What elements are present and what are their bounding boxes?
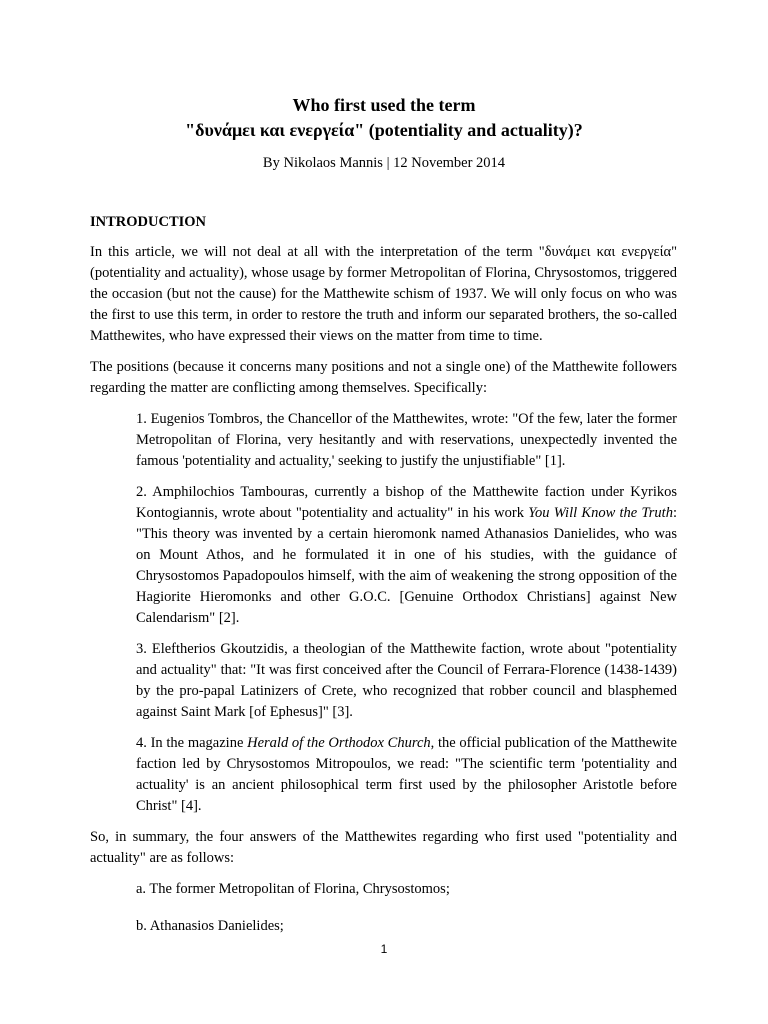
article-body bbox=[90, 212, 677, 953]
byline: By Nikolaos Mannis | 12 November 2014 bbox=[262, 155, 506, 171]
title-line-2: "δυνάμει και ενεργεία" (potentiality and actuality)? bbox=[185, 120, 583, 140]
paragraph-summary: So, in summary, the four answers of the Matthewites regarding who first used "potentiality and actuality" are as follows: bbox=[90, 829, 677, 866]
item-text: 4. In the magazine bbox=[136, 735, 248, 751]
answer-item: a. The former Metropolitan of Florina, Chrysostomos; bbox=[136, 881, 450, 897]
title-line-1: Who first used the term bbox=[292, 95, 476, 115]
page-number: 1 bbox=[380, 942, 388, 956]
list-item bbox=[136, 482, 677, 629]
section-heading: INTRODUCTION bbox=[90, 214, 207, 230]
work-title: You Will Know the Truth bbox=[528, 505, 673, 521]
item-text: 2. Amphilochios Tambouras, currently a bishop of the Matthewite faction under Kyrikos Kontogiannis, wrote about "potentiality and actuality" in his work bbox=[136, 484, 677, 521]
list-item bbox=[136, 733, 677, 817]
list-item: 3. Eleftherios Gkoutzidis, a theologian of the Matthewite faction, wrote about "potentiality and actuality" that: "It was first conceived after the Council of Ferrara-Florence (1438-1439) by the pro-papal Latinizers of Crete, who recognized that robber council and blasphemed against Saint Mark [of Ephesus]" [3]. bbox=[136, 641, 677, 720]
answer-item: b. Athanasios Danielides; bbox=[136, 918, 284, 934]
paragraph-intro: In this article, we will not deal at all with the interpretation of the term "δυνάμει και ενεργεία" (potentiality and actuality), whose usage by former Metropolitan of Florina, Chrysostomos, triggered the occasion (but not the cause) for the Matthewite schism of 1937. We will only focus on who was the first to use this term, in order to restore the truth and inform our separated brothers, the so-called Matthewites, who have expressed their views on the matter from time to time. bbox=[90, 244, 677, 344]
item-text: , the official publication of the Matthewite faction led by Chrysostomos Mitropoulos, we read: "The scientific term 'potentiality and actuality' is an ancient philosophical term first used by the philosopher Aristotle before Christ" [4]. bbox=[136, 735, 677, 814]
list-item: 1. Eugenios Tombros, the Chancellor of the Matthewites, wrote: "Of the few, later the former Metropolitan of Florina, very hesitantly and with reservations, unexpectedly invented the famous 'potentiality and actuality,' seeking to justify the unjustifiable" [1]. bbox=[136, 411, 677, 469]
item-text: : "This theory was invented by a certain hieromonk named Athanasios Danielides, who was on Mount Athos, and he formulated it in one of his studies, with the guidance of Chrysostomos Papadopoulos himself, with the aim of weakening the strong opposition of the Hagiorite Hieromonks and other G.O.C. [Genuine Orthodox Christians] against New Calendarism" [2]. bbox=[136, 505, 677, 626]
article-title bbox=[0, 93, 768, 143]
paragraph-positions: The positions (because it concerns many positions and not a single one) of the Matthewite followers regarding the matter are conflicting among themselves. Specifically: bbox=[90, 359, 677, 396]
magazine-title: Herald of the Orthodox Church bbox=[247, 735, 431, 751]
